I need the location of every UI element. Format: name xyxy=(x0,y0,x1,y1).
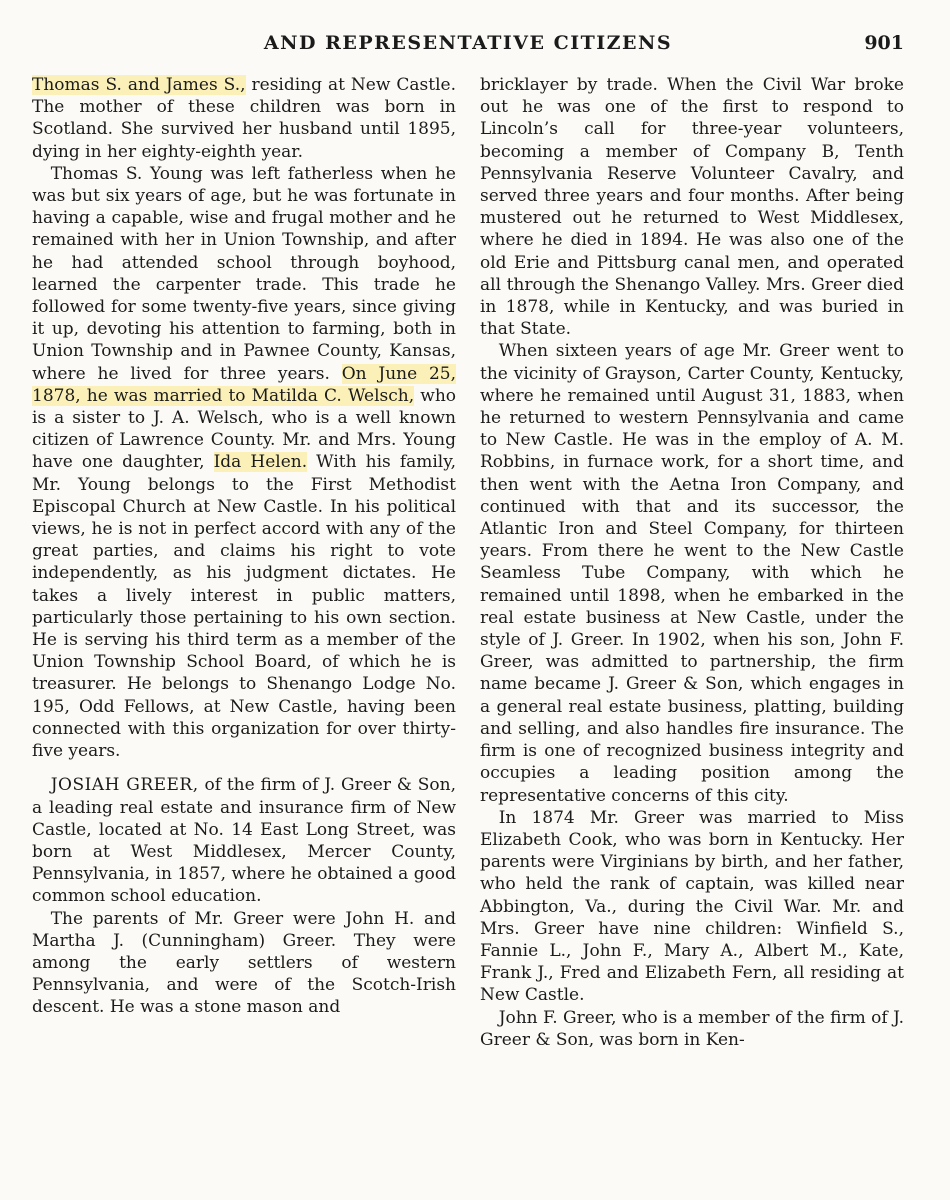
paragraph-text: Thomas S. Young was left fatherless when he was but six years of age, but he was fortunate in having a capable, wise and frugal mother and he remained with her in Union Township, and after he had attended school through boyhood, learned the carpenter trade. This trade he followed for some twenty-five years, since giving it up, devoting his attention to farming, both in Union Township and in Pawnee County, Kansas, where he lived for three years. xyxy=(32,163,456,384)
page-number: 901 xyxy=(864,32,904,54)
right-column xyxy=(480,74,904,1051)
text-columns xyxy=(32,74,904,1051)
entry-name: JOSIAH GREER, xyxy=(50,775,199,796)
highlighted-text: Ida Helen. xyxy=(213,452,308,473)
paragraph-text: who is a sister to J. A. Welsch, who is a well known citizen of Lawrence County. Mr. and Mrs. Young have one daughter, xyxy=(32,385,456,473)
highlighted-text: Thomas S. and James S., xyxy=(32,75,246,95)
highlighted-text: On June 25, 1878, he was married to Matilda C. Welsch, xyxy=(32,363,456,406)
paragraph: John F. Greer, who is a member of the firm of J. Greer & Son, was born in Ken- xyxy=(480,1007,904,1050)
paragraph xyxy=(32,74,456,163)
paragraph-text: of the firm of J. Greer & Son, a leading real estate and insurance firm of New Castle, located at No. 14 East Long Street, was born at West Middlesex, Mercer County, Pennsylvania, in 1857, where he obtained a good common school education. xyxy=(32,775,456,907)
running-head xyxy=(32,32,904,60)
paragraph: In 1874 Mr. Greer was married to Miss Elizabeth Cook, who was born in Kentucky. Her parents were Virginians by birth, and her father, who held the rank of captain, was killed near Abbington, Va., during the Civil War. Mr. and Mrs. Greer have nine children: Winfield S., Fannie L., John F., Mary A., Albert M., Kate, Frank J., Fred and Elizabeth Fern, all residing at New Castle. xyxy=(480,807,904,1006)
paragraph: The parents of Mr. Greer were John H. and Martha J. (Cunningham) Greer. They were among the early settlers of western Pennsylvania, and were of the Scotch-Irish descent. He was a stone mason and xyxy=(32,908,456,1018)
running-head-title: AND REPRESENTATIVE CITIZENS xyxy=(263,32,673,54)
paragraph-text: residing at New Castle. The mother of these children was born in Scotland. She survived her husband until 1895, dying in her eighty-eighth year. xyxy=(32,75,456,162)
paragraph: bricklayer by trade. When the Civil War broke out he was one of the first to respond to Lincoln’s call for three-year volunteers, becoming a member of Company B, Tenth Pennsylvania Reserve Volunteer Cavalry, and served three years and four months. After being mustered out he returned to West Middlesex, where he died in 1894. He was also one of the old Erie and Pittsburg canal men, and operated all through the Shenango Valley. Mrs. Greer died in 1878, while in Kentucky, and was buried in that State. xyxy=(480,75,904,340)
paragraph xyxy=(32,774,456,907)
paragraph xyxy=(32,163,456,762)
paragraph: When sixteen years of age Mr. Greer went to the vicinity of Grayson, Carter County, Kentucky, where he remained until August 31, 1883, when he returned to western Pennsylvania and came to New Castle. He was in the employ of A. M. Robbins, in furnace work, for a short time, and then went with the Aetna Iron Company, and continued with that and its successor, the Atlantic Iron and Steel Company, for thirteen years. From there he went to the New Castle Seamless Tube Company, with which he remained until 1898, when he embarked in the real estate business at New Castle, under the style of J. Greer. In 1902, when his son, John F. Greer, was admitted to partnership, the firm name became J. Greer & Son, which engages in a general real estate business, platting, building and selling, and also handles fire insurance. The firm is one of recognized business integrity and occupies a leading position among the representative concerns of this city. xyxy=(480,341,904,806)
left-column xyxy=(32,74,456,1051)
paragraph-text: With his family, Mr. Young belongs to the First Methodist Episcopal Church at New Castle. In his political views, he is not in perfect accord with any of the great parties, and claims his right to vote independently, as his judgment dictates. He takes a lively interest in public matters, particularly those pertaining to his own section. He is serving his third term as a member of the Union Township School Board, of which he is treasurer. He belongs to Shenango Lodge No. 195, Odd Fellows, at New Castle, having been connected with this organization for over thirty-five years. xyxy=(32,452,456,762)
